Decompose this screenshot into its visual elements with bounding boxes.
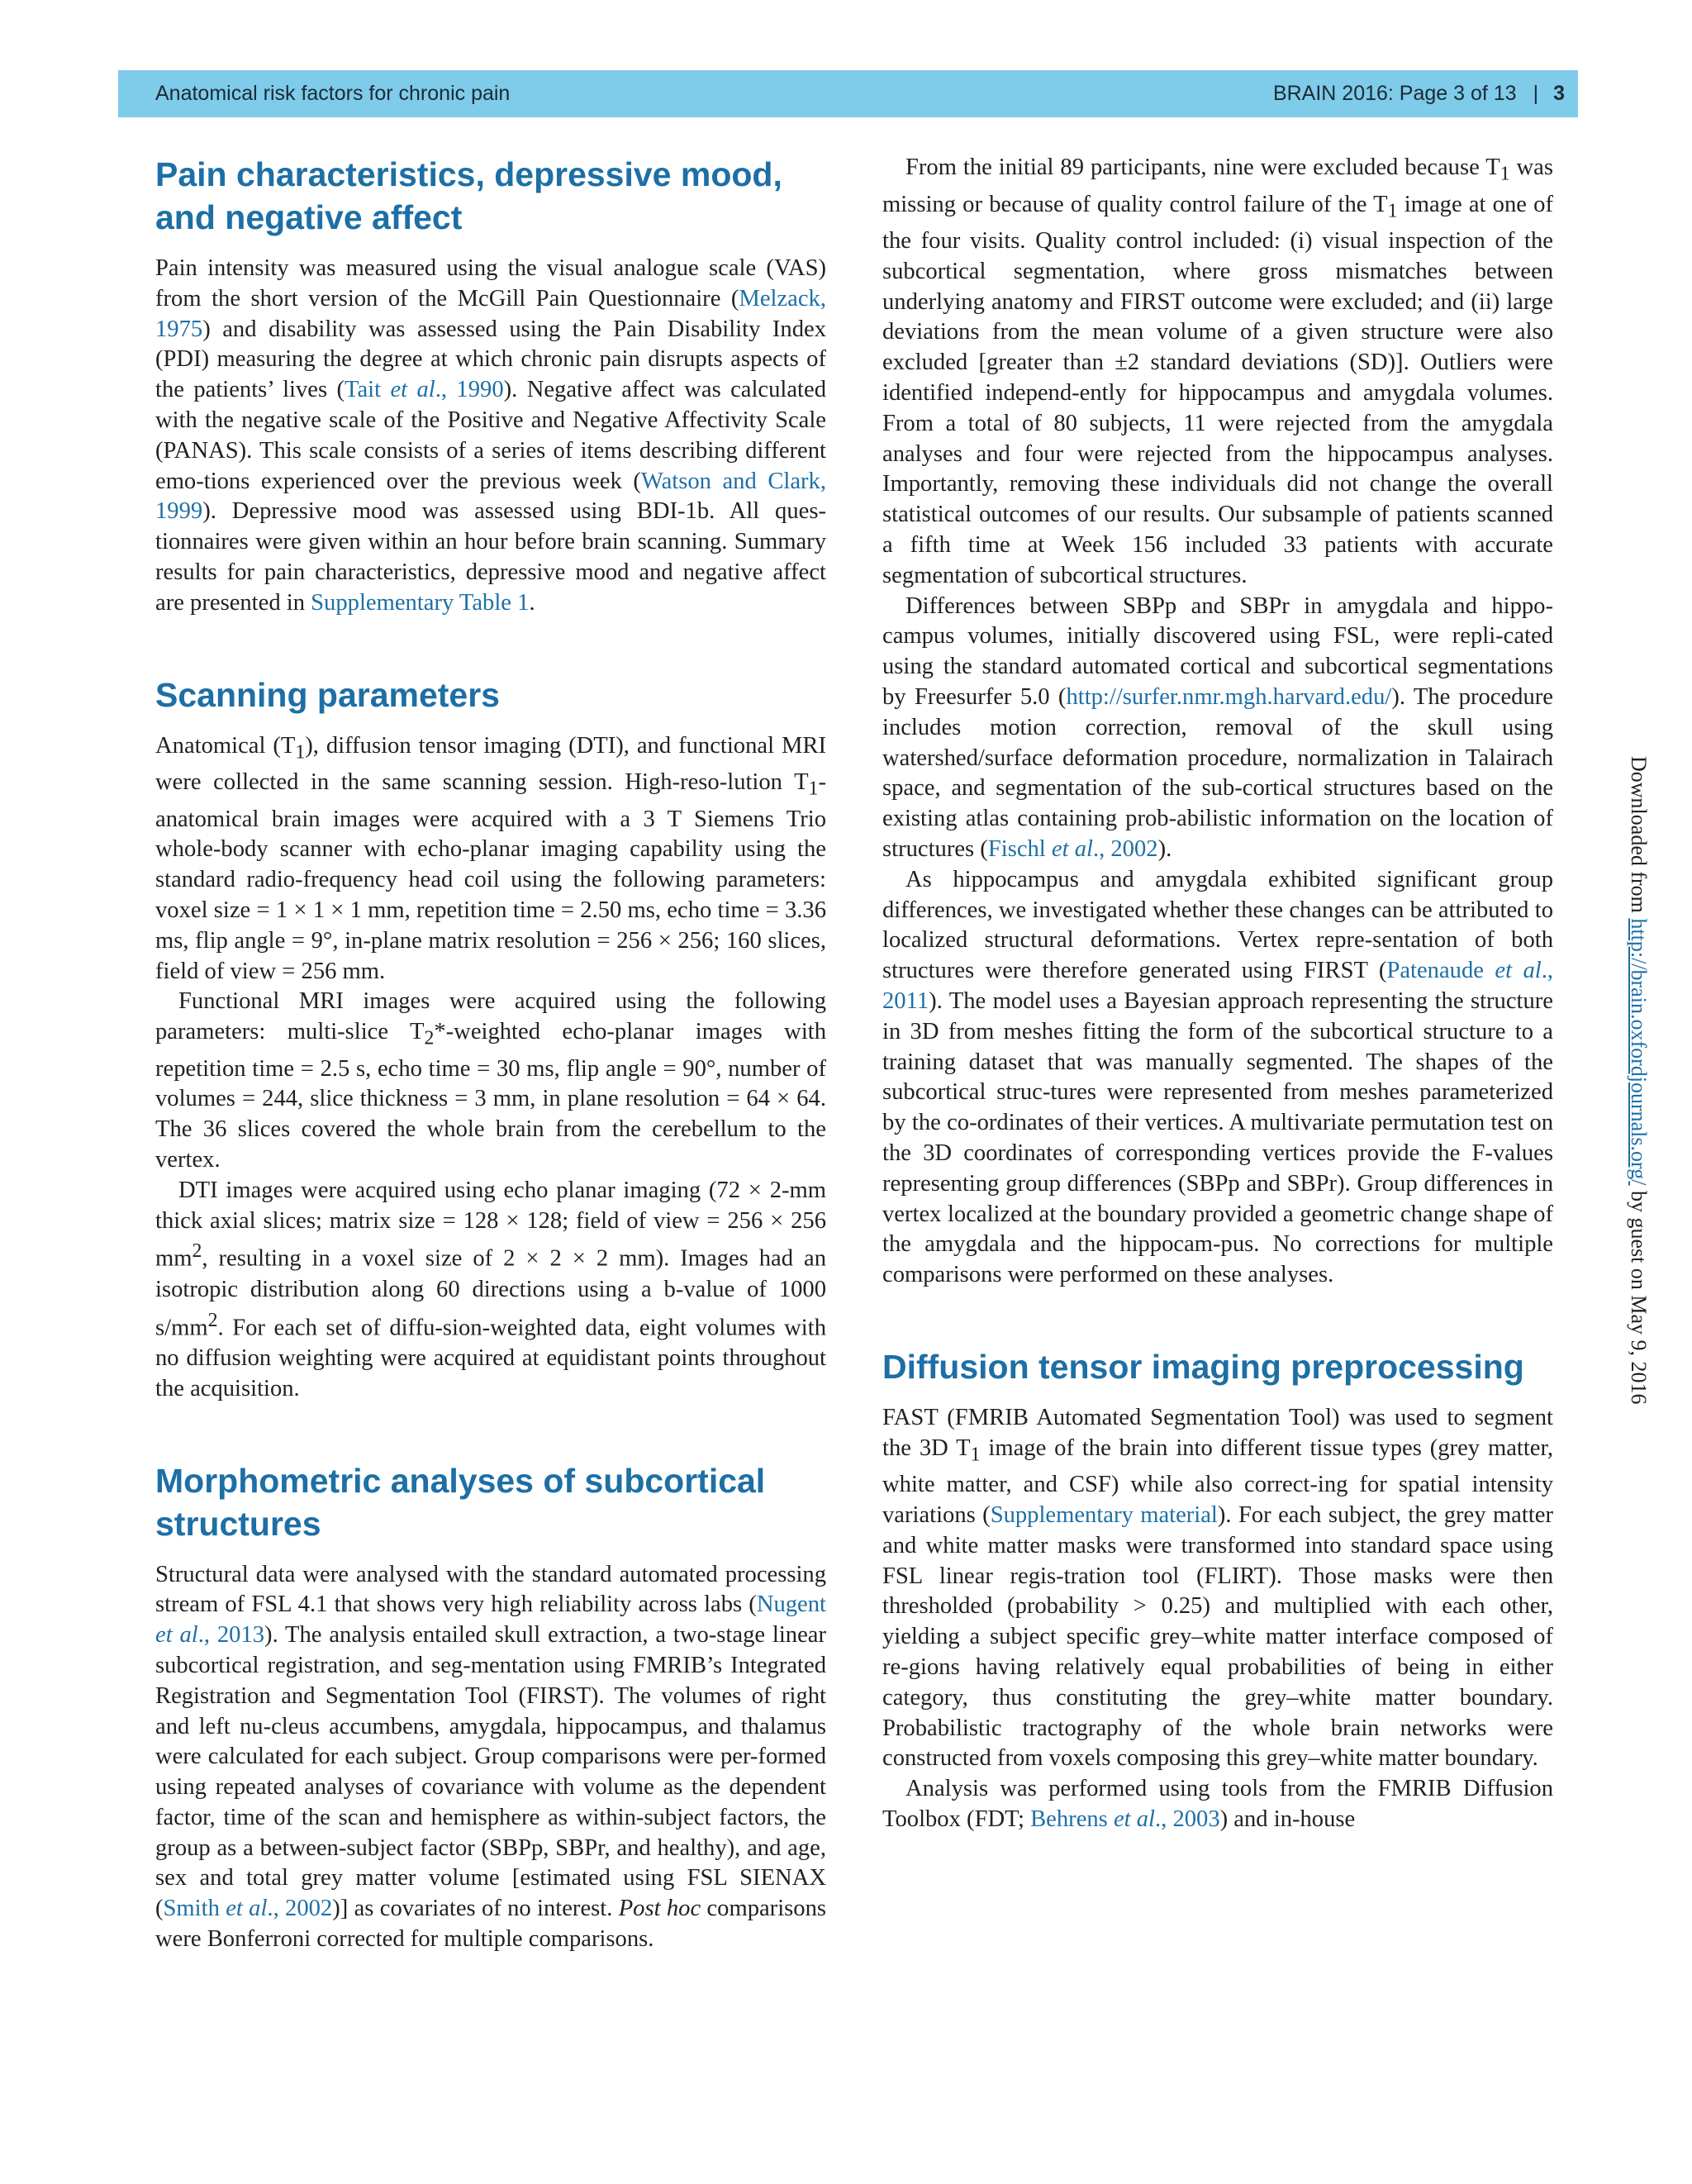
journal-page: BRAIN 2016: Page 3 of 13 [1272, 82, 1517, 105]
paragraph-vertex-analysis: As hippocampus and amygdala exhibited significant group differences, we investigated whether these changes can be attributed to localized structural deformations. Vertex repre-sentation of both structures were therefore generated using FIRST (Patenaude et al., 2011). The model uses a Bayesian approach representing the structure in 3D from meshes fitting the form of the subcortical structure to a training dataset that was manually segmented. The shapes of the subcortical struc-tures were represented from meshes parameterized by the co-ordinates of their vertices. A multivariate permutation test on the 3D coordinates of corresponding vertices provide the F-values representing group differences (SBPp and SBPr). Group differences in vertex localized at the boundary provided a geometric change shape of the amygdala and the hippocam-pus. No corrections for multiple comparisons were performed on these analyses. [882, 866, 1553, 1288]
paragraph-freesurfer: Differences between SBPp and SBPr in amygdala and hippo-campus volumes, initially discovered using FSL, were repli-cated using the standard automated cortical and subcortical segmentations by Freesurfer 5.0 (http://surfer.nmr.mgh.harvard.edu/). The procedure includes motion correction, removal of the skull using watershed/surface deformation procedure, normalization in Talairach space, and segmentation of the sub-cortical structures based on the existing atlas containing prob-abilistic information on the location of structures (Fischl et al., 2002). [882, 592, 1553, 862]
heading-scanning-parameters: Scanning parameters [155, 675, 500, 714]
journal-page-info [1273, 82, 1565, 106]
page-number: 3 [1553, 82, 1565, 105]
download-link[interactable]: http://brain.oxfordjournals.org/ [1627, 918, 1651, 1186]
heading-pain-characteristics: Pain characteristics, depressive mood, and negative affect [155, 155, 782, 236]
paragraph-morphometric: Structural data were analysed with the standard automated processing stream of FSL 4.1 that shows very high reliability across labs (Nugent et al., 2013). The analysis entailed skull extraction, a two-stage linear subcortical registration, and seg-mentation using FMRIB’s Integrated Registration and Segmentation Tool (FIRST). The volumes of right and left nu-cleus accumbens, amygdala, hippocampus, and thalamus were calculated for each subject. Group comparisons were per-formed using repeated analyses of covariance with volume as the dependent factor, time of the scan and hemisphere as within-subject factors, the group as a between-subject factor (SBPp, SBPr, and healthy), and age, sex and total grey matter volume [estimated using FSL SIENAX (Smith et al., 2002)] as covariates of no interest. Post hoc comparisons were Bonferroni corrected for multiple comparisons. [155, 1561, 827, 1953]
ref-watson-clark[interactable]: Watson and Clark, 1999 [155, 468, 826, 525]
running-title: Anatomical risk factors for chronic pain [155, 82, 511, 105]
paragraph-scanning-dti: DTI images were acquired using echo planar imaging (72 × 2-mm thick axial slices; matrix size = 128 × 128; field of view = 256 × 256 $mm^2$, resulting in a voxel size of 2 × 2 × 2 mm). Images had an isotropic distribution along 60 directions using a b-value of 1000 $s/mm^2$. For each set of diffu-sion-weighted data, eight volumes with no diffusion weighting were acquired at equidistant points throughout the acquisition. [155, 1177, 826, 1401]
ref-nugent[interactable]: Nugent et al., 2013 [155, 1592, 826, 1649]
paragraph-dti-fdt: Analysis was performed using tools from the FMRIB Diffusion Toolbox (FDT; Behrens et al., 2003) and in-house [882, 1776, 1553, 1832]
heading-morphometric-analyses: Morphometric analyses of subcortical structures [155, 1461, 766, 1543]
ref-supplementary-table-1[interactable]: Supplementary Table 1 [311, 589, 530, 616]
ref-fischl[interactable]: Fischl et al., 2002 [987, 835, 1158, 862]
paragraph-pain: Pain intensity was measured using the visual analogue scale (VAS) from the short version of the McGill Pain Questionnaire (Melzack, 1975) and disability was assessed using the Pain Disability Index (PDI) measuring the degree at which chronic pain disrupts aspects of the patients’ lives (Tait et al., 1990). Negative affect was calculated with the negative scale of the Positive and Negative Affectivity Scale (PANAS). This scale consists of a series of items describing different emo-tions experienced over the previous week (Watson and Clark, 1999). Depressive mood was assessed using BDI-1b. All ques-tionnaires were given within an hour before brain scanning. Summary results for pain characteristics, depressive mood and negative affect are presented in Supplementary Table 1. [155, 255, 826, 616]
download-notice: Downloaded from http://brain.oxfordjournals.org/ by guest on May 9, 2016 [1627, 756, 1651, 1405]
paragraph-scanning-anatomical: Anatomical $(T_1)$, diffusion tensor imaging (DTI), and functional MRI were collected in the same scanning session. High-reso-lution $T_1$-anatomical brain images were acquired with a 3 T Siemens Trio whole-body scanner with echo-planar imaging capability using the standard radio-frequency head coil using the following parameters: voxel size = 1 × 1 × 1 mm, repetition time = 2.50 ms, echo time = 3.36 ms, flip angle = 9°, in-plane matrix resolution = 256 × 256; 160 slices, field of view = 256 mm. [155, 732, 827, 984]
ref-melzack[interactable]: Melzack, 1975 [155, 285, 826, 342]
ref-behrens[interactable]: Behrens et al., 2003 [1030, 1806, 1220, 1832]
ref-smith[interactable]: Smith et al., 2002 [163, 1896, 333, 1922]
left-column [155, 153, 826, 1955]
ref-patenaude[interactable]: Patenaude et al., 2011 [882, 958, 1553, 1014]
header-separator: | [1533, 82, 1539, 105]
ref-supplementary-material[interactable]: Supplementary material [990, 1502, 1218, 1529]
paragraph-scanning-functional: Functional MRI images were acquired using the following parameters: multi-slice $T_2*$-weighted echo-planar images with repetition time = 2.5 s, echo time = 30 ms, flip angle = 90°, number of volumes = 244, slice thickness = 3 mm, in plane resolution = 64 × 64. The 36 slices covered the whole brain from the cerebellum to the vertex. [155, 988, 826, 1173]
running-header [118, 70, 1578, 117]
heading-dti-preprocessing: Diffusion tensor imaging preprocessing [882, 1347, 1524, 1386]
link-freesurfer-url[interactable]: http://surfer.nmr.mgh.harvard.edu/ [1066, 683, 1392, 710]
ref-tait[interactable]: Tait et al., 1990 [345, 377, 504, 403]
paragraph-exclusions: From the initial 89 participants, nine were excluded because $T_1$ was missing or because of quality control failure of the $T_1$ image at one of the four visits. Quality control included: (i) visual inspection of the subcortical segmentation, where gross mismatches between underlying anatomy and FIRST outcome were excluded; and (ii) large deviations from the mean volume of a given structure were also excluded [greater than ±2 standard deviations (SD)]. Outliers were identified independ-ently for hippocampus and amygdala volumes. From a total of 80 subjects, 11 were rejected from the amygdala analyses and four were rejected from the hippocampus analyses. Importantly, removing these individuals did not change the overall statistical outcomes of our results. Our subsample of patients scanned a fifth time at Week 156 included 33 patients with accurate segmentation of subcortical structures. [882, 155, 1553, 588]
paragraph-dti-fast: FAST (FMRIB Automated Segmentation Tool) was used to segment the 3D $T_1$ image of the brain into different tissue types (grey matter, white matter, and CSF) while also correct-ing for spatial intensity variations (Supplementary material). For each subject, the grey matter and white matter masks were transformed into standard space using FSL linear regis-tration tool (FLIRT). Those masks were then thresholded (probability > 0.25) and multiplied with each other, yielding a subject specific grey–white matter interface composed of re-gions having relatively equal probabilities of being in either category, thus constituting the grey–white matter boundary. Probabilistic tractography of the whole brain networks were constructed from voxels composing this grey–white matter boundary. [882, 1404, 1553, 1772]
right-column [882, 153, 1553, 1835]
